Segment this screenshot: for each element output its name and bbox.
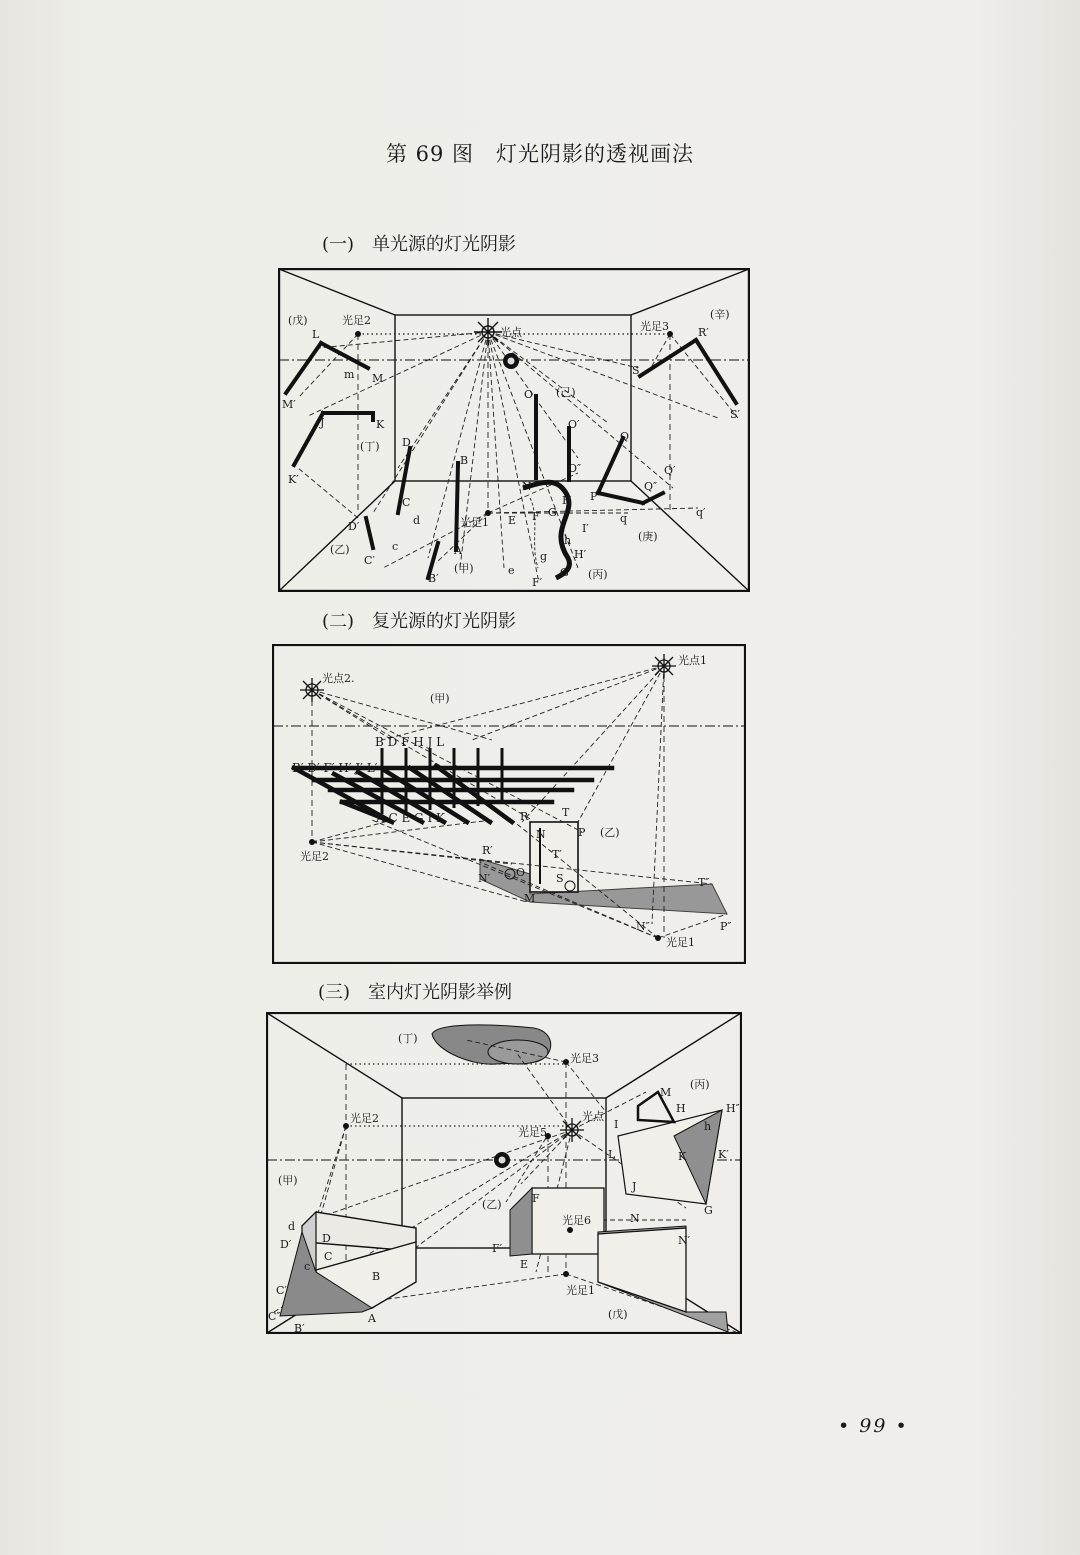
section-heading-2: (二) 复光源的灯光阴影 [322,611,517,632]
diagram-label: E [520,1258,529,1271]
diagram-label: d [413,514,421,527]
diagram-label: P [590,490,598,503]
label-ding: (丁) [398,1032,418,1045]
diagram-label: D′ [280,1238,292,1251]
section-heading-1: (一) 单光源的灯光阴影 [322,234,517,255]
diagram-label: C′ [276,1284,287,1297]
diagram-label: O [516,866,526,879]
diagram-label: h [564,534,572,547]
diagram-label: D [322,1232,331,1245]
diagram-label: K [678,1150,687,1163]
diagram-label: E [508,514,517,527]
diagram-label: m [344,368,355,381]
label-wu: (戊) [288,314,308,327]
label-light-foot1: 光足1 [566,1284,595,1297]
diagram-label: S′ [730,408,741,421]
diagram-label: O″ [568,462,582,475]
diagram-label: N′ [678,1234,691,1247]
diagram-label: H [562,494,572,507]
diagram-label: T″ [698,876,710,889]
label-light-foot2: 光足2 [300,850,329,863]
diagram-label: M [660,1086,672,1099]
label-bing: (丙) [588,568,608,581]
label-geng: (庚) [638,530,658,543]
diagram-label: A [454,544,462,557]
diagram-label: L [312,328,320,341]
diagram-label: C [324,1250,333,1263]
diagram-label: H′ [574,548,587,561]
figure-interior-light-example [266,1012,742,1334]
diagram-label: R′ [482,844,493,857]
diagram-label: C [402,496,411,509]
diagram-label: M′ [282,398,296,411]
diagram-label: d [288,1220,296,1233]
diagram-label: F′ [532,576,543,589]
diagram-label: e [508,564,515,577]
label-light-point: 光点 [500,326,522,339]
diagram-label: S [556,872,564,885]
diagram-label: N [630,1212,640,1225]
label-xin: (辛) [710,308,730,321]
diagram-label: C′ [364,554,375,567]
label-light-foot5: 光足5 [518,1126,547,1139]
diagram-label: K′ [288,473,299,486]
label-jia: (甲) [430,692,450,705]
diagram-label: B [372,1270,381,1283]
diagram-label: N [522,480,532,493]
diagram-label: B′ [294,1322,305,1334]
label-light-foot1: 光足1 [460,516,489,529]
diagram-label: Q′ [664,464,676,477]
figure-multiple-light-sources [272,644,746,964]
diagram-label: S [632,364,640,377]
label-top-row: B D F H J L [375,735,445,749]
diagram-label: F [532,1192,540,1205]
label-light-foot3: 光足3 [570,1052,599,1065]
diagram-label: J [632,1180,637,1193]
diagram-label: I′ [582,522,589,535]
diagram-label: R [520,810,529,823]
diagram-label: N′ [478,872,491,885]
diagram-label: A [368,1312,376,1325]
diagram-label: R′ [698,326,709,339]
diagram-label: B′ [428,572,439,585]
label-bottom-row: A C E G I K [376,811,445,825]
figure-title: 第 69 图 灯光阴影的透视画法 [385,142,695,166]
diagram-label: M [524,892,536,905]
section-heading-3: (三) 室内灯光阴影举例 [318,982,513,1003]
diagram-label: c [392,540,399,553]
diagram-label: T [562,806,570,819]
diagram-label: D′ [348,520,360,533]
label-light-foot6: 光足6 [562,1214,591,1227]
label-yi: (乙) [600,826,620,839]
diagram-label: N [536,828,546,841]
diagram-label: F′ [492,1242,503,1255]
diagram-label: C″ [268,1310,281,1323]
diagram-label: H [676,1102,686,1115]
diagram-label: K′ [718,1148,729,1161]
diagram-label: g [540,550,548,563]
label-jia: (甲) [454,562,474,575]
diagram-label: q [620,512,628,525]
label-ding: (丁) [360,440,380,453]
label-ji: (己) [556,386,576,399]
diagram-label: c [304,1260,311,1273]
label-light-foot3: 光足3 [640,320,669,333]
label-jia: (甲) [278,1174,298,1187]
figure-single-light-source [278,268,750,592]
diagram-label: K [376,418,385,431]
label-bing: (丙) [690,1078,710,1091]
label-light-foot2: 光足2 [342,314,371,327]
diagram-label: J [320,416,325,429]
diagram-label: P″ [720,920,732,933]
diagram-label: Q [620,430,630,443]
label-light-foot1: 光足1 [666,936,695,949]
diagram-label: I [614,1118,619,1131]
label-light-foot2: 光足2 [350,1112,379,1125]
diagram-label: P [578,826,586,839]
page-number: • 99 • [838,1415,909,1437]
diagram-label: q′ [696,506,706,519]
diagram-label: T′ [552,848,562,861]
label-light-point: 光点 [582,1110,604,1123]
diagram-label: D [402,436,411,449]
diagram-label: G [704,1204,713,1217]
diagram-label: F [532,510,540,523]
label-yi: (乙) [482,1198,502,1211]
diagram-label: G′ [560,566,572,579]
label-mid-row: B′ D′ F′ H′ J′ L′ [292,761,378,775]
diagram-label: Q″ [644,480,658,493]
diagram-label: N″ [636,920,650,933]
diagram-label: H″ [726,1102,740,1115]
diagram-label: M [372,372,384,385]
diagram-label: O [524,388,534,401]
diagram-label: L [608,1148,616,1161]
label-light-point2: 光点2. [322,672,355,685]
label-light-point1: 光点1 [678,654,707,667]
diagram-label: B [460,454,469,467]
diagram-label: G [548,506,557,519]
label-wu: (戊) [608,1308,628,1321]
diagram-label: h [704,1120,712,1133]
diagram-label: O′ [568,418,580,431]
label-yi: (乙) [330,543,350,556]
